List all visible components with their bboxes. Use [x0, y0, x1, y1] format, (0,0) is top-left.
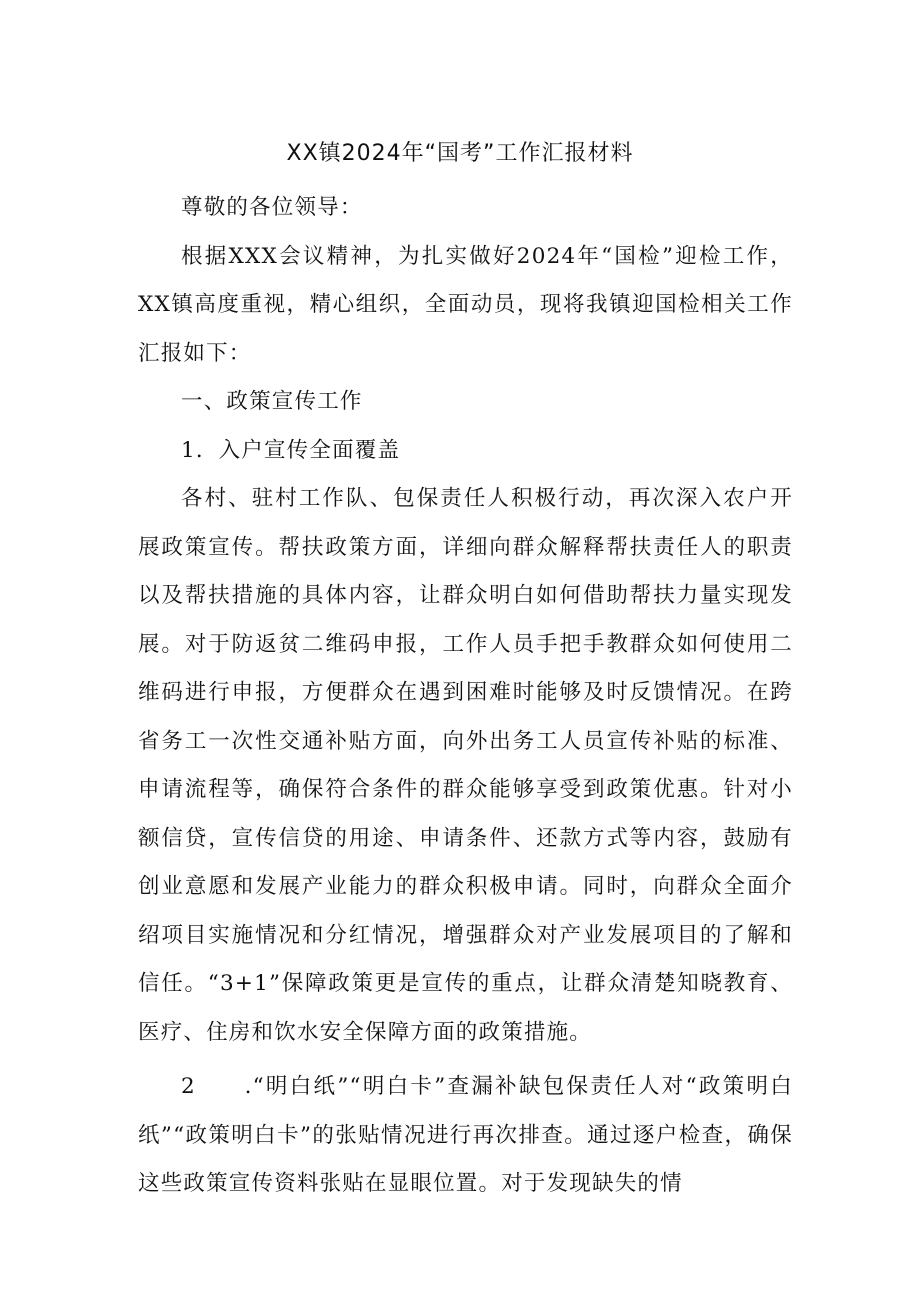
subsection-body-notice-check: 2 .“明白纸”“明白卡”查漏补缺包保责任人对“政策明白纸”“政策明白卡”的张贴情况进行再次排查。通过逐户检查，确保这些政策宣传资料张贴在显眼位置。对于发现缺失的情 [138, 1074, 793, 1196]
subsection-heading-household-publicity: 1．入户宣传全面覆盖 [181, 437, 401, 463]
document-title: XX镇2024年“国考”工作汇报材料 [286, 141, 634, 166]
document-body [138, 160, 793, 1209]
salutation: 尊敬的各位领导： [181, 195, 363, 220]
intro-paragraph: 根据XXX会议精神，为扎实做好2024年“国检”迎检工作，XX镇高度重视，精心组织，全面动员，现将我镇迎国检相关工作汇报如下： [138, 243, 793, 366]
subsection-body-household-publicity: 各村、驻村工作队、包保责任人积极行动，再次深入农户开展政策宣传。帮扶政策方面，详细向群众解释帮扶责任人的职责以及帮扶措施的具体内容，让群众明白如何借助帮扶力量实现发展。对于防返贫二维码申报，工作人员手把手教群众如何使用二维码进行申报，方便群众在遇到困难时能够及时反馈情况。在跨省务工一次性交通补贴方面，向外出务工人员宣传补贴的标准、申请流程等，确保符合条件的群众能够享受到政策优惠。针对小额信贷，宣传信贷的用途、申请条件、还款方式等内容，鼓励有创业意愿和发展产业能力的群众积极申请。同时，向群众全面介绍项目实施情况和分红情况，增强群众对产业发展项目的了解和信任。“3+1”保障政策更是宣传的重点，让群众清楚知晓教育、医疗、住房和饮水安全保障方面的政策措施。 [138, 486, 793, 1045]
section-heading-policy-publicity: 一、政策宣传工作 [181, 389, 363, 414]
